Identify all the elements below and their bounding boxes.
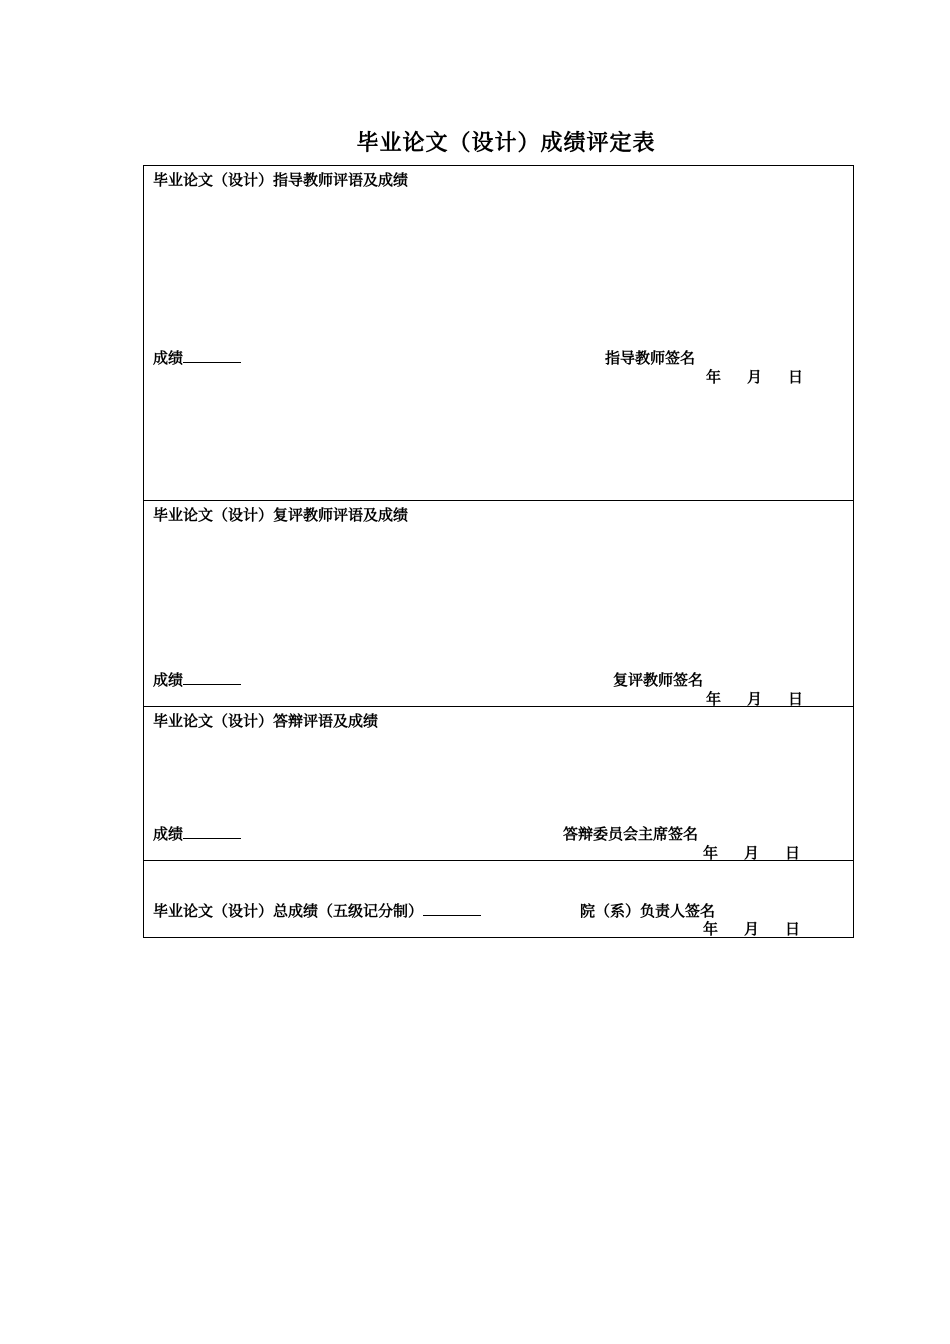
signer-label: 答辩委员会主席签名 (563, 825, 699, 843)
total-grade-blank[interactable] (423, 901, 481, 916)
year-label: 年 (703, 920, 719, 938)
date-row (706, 688, 803, 709)
section-heading: 毕业论文（设计）指导教师评语及成绩 (153, 171, 409, 189)
supervisor-section (144, 166, 853, 501)
date-row (703, 918, 800, 939)
month-label: 月 (744, 844, 760, 862)
total-grade-line (153, 900, 481, 921)
day-label: 日 (788, 690, 804, 708)
signer-label: 复评教师签名 (613, 671, 704, 689)
day-label: 日 (785, 920, 801, 938)
day-label: 日 (785, 844, 801, 862)
page-title: 毕业论文（设计）成绩评定表 (356, 131, 656, 156)
year-label: 年 (706, 368, 722, 386)
day-label: 日 (788, 368, 804, 386)
grade-label: 成绩 (153, 671, 184, 689)
grade-blank[interactable] (183, 348, 241, 363)
grade-label: 成绩 (153, 825, 184, 843)
total-grade-label: 毕业论文（设计）总成绩（五级记分制） (153, 902, 424, 920)
grade-label: 成绩 (153, 349, 184, 367)
grade-line (153, 669, 241, 690)
month-label: 月 (747, 690, 763, 708)
section-heading: 毕业论文（设计）复评教师评语及成绩 (153, 506, 409, 524)
evaluation-form (143, 165, 854, 938)
total-grade-section (144, 861, 853, 937)
date-row (706, 366, 803, 387)
date-row (703, 842, 800, 863)
grade-blank[interactable] (183, 670, 241, 685)
month-label: 月 (744, 920, 760, 938)
year-label: 年 (703, 844, 719, 862)
signer-label: 指导教师签名 (605, 349, 696, 367)
grade-line (153, 823, 241, 844)
defense-section (144, 707, 853, 861)
year-label: 年 (706, 690, 722, 708)
reviewer-section (144, 501, 853, 707)
grade-line (153, 347, 241, 368)
grade-blank[interactable] (183, 824, 241, 839)
signer-label: 院（系）负责人签名 (580, 902, 716, 920)
section-heading: 毕业论文（设计）答辩评语及成绩 (153, 712, 379, 730)
month-label: 月 (747, 368, 763, 386)
